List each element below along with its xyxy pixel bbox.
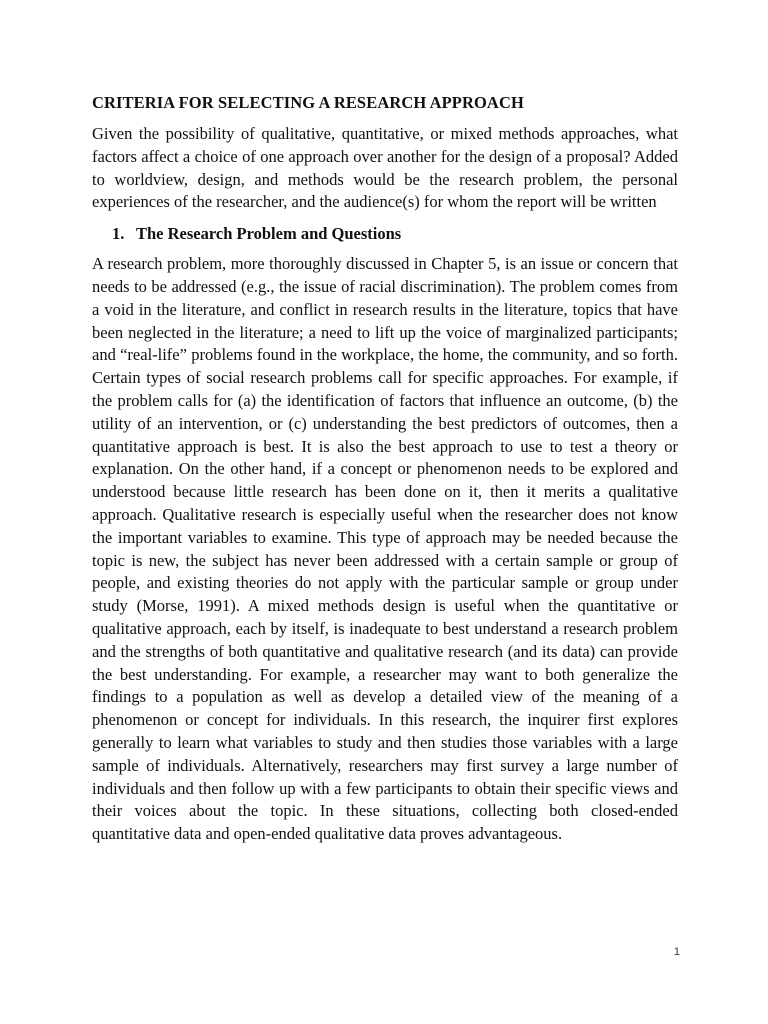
page-content	[92, 92, 678, 846]
document-title: CRITERIA FOR SELECTING A RESEARCH APPROACH	[92, 93, 524, 112]
section-number: 1.	[112, 224, 125, 244]
section-heading	[112, 223, 678, 245]
section-body-paragraph: A research problem, more thoroughly discussed in Chapter 5, is an issue or concern that needs to be addressed (e.g., the issue of racial discrimination). The problem comes from a void in the literature, and conflict in research results in the literature, topics that have been neglected in the literature; a need to lift up the voice of marginalized participants; and “real-life” problems found in the workplace, the home, the community, and so forth. Certain types of social research problems call for specific approaches. For example, if the problem calls for (a) the identification of factors that influence an outcome, (b) the utility of an intervention, or (c) understanding the best predictors of outcomes, then a quantitative approach is best. It is also the best approach to use to test a theory or explanation. On the other hand, if a concept or phenomenon needs to be explored and understood because little research has been done on it, then it merits a qualitative approach. Qualitative research is especially useful when the researcher does not know the important variables to examine. This type of approach may be needed because the topic is new, the subject has never been addressed with a certain sample or group of people, and existing theories do not apply with the particular sample or group under study (Morse, 1991). A mixed methods design is useful when the quantitative or qualitative approach, each by itself, is inadequate to best understand a research problem and the strengths of both quantitative and qualitative research (and its data) can provide the best understanding. For example, a researcher may want to both generalize the findings to a population as well as develop a detailed view of the meaning of a phenomenon or concept for individuals. In this research, the inquirer first explores generally to learn what variables to study and then studies those variables with a large sample of individuals. Alternatively, researchers may first survey a large number of individuals and then follow up with a few participants to obtain their specific views and their voices about the topic. In these situations, collecting both closed-ended quantitative data and open-ended qualitative data proves advantageous.	[92, 254, 678, 844]
page-number: 1	[673, 946, 680, 958]
intro-paragraph: Given the possibility of qualitative, quantitative, or mixed methods approaches, what factors affect a choice of one approach over another for the design of a proposal? Added to worldview, design, and methods would be the research problem, the personal experiences of the researcher, and the audience(s) for whom the report will be written	[92, 124, 678, 212]
section-heading-text: The Research Problem and Questions	[136, 224, 402, 244]
